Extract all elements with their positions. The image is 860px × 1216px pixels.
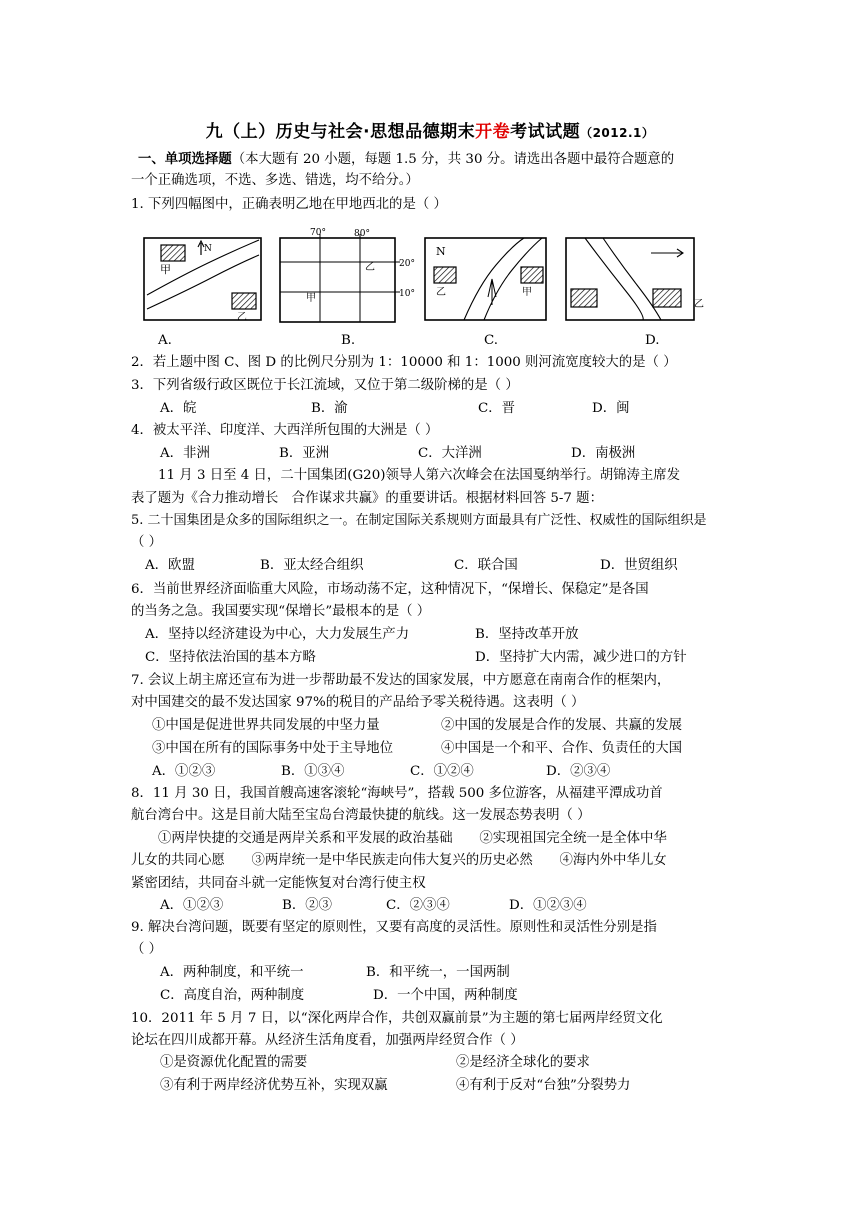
q6-option-a: A．坚持以经济建设为中心，大力发展生产力 [145, 627, 410, 642]
section-intro-1: （本大题有 20 小题，每题 1.5 分，共 30 分。请选出各题中最符合题意的 [231, 152, 675, 167]
q5-option-b: B．亚太经合组织 [260, 558, 364, 573]
q8-stem-3: ①两岸快捷的交通是两岸关系和平发展的政治基础 ②实现祖国完全统一是全体中华 [158, 831, 667, 846]
q9-stem-2: （ ） [131, 942, 163, 957]
q3-stem: 3．下列省级行政区既位于长江流域，又位于第二级阶梯的是（ ） [131, 378, 519, 393]
q10-stem-2: 论坛在四川成都开幕。从经济生活角度看，加强两岸经贸合作（ ） [131, 1033, 524, 1048]
north-label-c: N [436, 245, 446, 258]
q5-stem-1: 5. 二十国集团是众多的国际组织之一。在制定国际关系规则方面最具有广泛性、权威性的国际组织是 [131, 513, 707, 528]
q5-option-a: A．欧盟 [145, 558, 195, 573]
q9-option-a: A．两种制度，和平统一 [160, 965, 304, 980]
section-heading-line [138, 150, 674, 170]
map-b-70: 70° [310, 228, 326, 238]
q8-option-d: D．①②③④ [509, 898, 587, 913]
map-d-option: D. [645, 333, 660, 348]
map-b-yi: 乙 [365, 262, 375, 273]
material-line-2: 表了题为《合力推动增长 合作谋求共赢》的重要讲话。根据材料回答 5-7 题： [131, 491, 603, 506]
q4-option-d: D．南极洲 [571, 446, 636, 461]
q6-option-c: C．坚持依法治国的基本方略 [145, 650, 316, 665]
q3-option-b: B．渝 [311, 401, 348, 416]
map-a [143, 235, 263, 323]
map-a-jia: 甲 [160, 263, 171, 276]
q8-stem-1: 8．11 月 30 日，我国首艘高速客滚轮“海峡号”，搭载 500 多位游客，从福建平潭成功首 [131, 786, 663, 801]
q3-option-c: C．晋 [478, 401, 516, 416]
q7-statement-4: ④中国是一个和平、合作、负责任的大国 [441, 741, 683, 756]
map-b-80: 80° [354, 229, 370, 239]
q9-option-b: B．和平统一，一国两制 [366, 965, 510, 980]
q5-option-d: D．世贸组织 [600, 558, 678, 573]
q6-stem-1: 6．当前世界经济面临重大风险，市场动荡不定，这种情况下，“保增长、保稳定”是各国 [131, 582, 649, 597]
q8-option-c: C．②③④ [386, 898, 450, 913]
q4-stem: 4．被太平洋、印度洋、大西洋所包围的大洲是（ ） [131, 423, 439, 438]
north-label-a: N [204, 244, 212, 254]
q8-stem-2: 航台湾台中。这是目前大陆至宝岛台湾最快捷的航线。这一发展态势表明（ ） [131, 808, 591, 823]
q5-stem-2: （ ） [131, 535, 163, 550]
q7-option-a: A．①②③ [152, 764, 216, 779]
q7-statement-2: ②中国的发展是合作的发展、共赢的发展 [441, 718, 683, 733]
section-intro-2: 一个正确选项，不选、多选、错选，均不给分。） [131, 173, 419, 188]
q2-stem: 2．若上题中图 C、图 D 的比例尺分别为 1：10000 和 1：1000 则河流宽度较大的是（ ） [131, 355, 677, 370]
q4-option-b: B．亚洲 [279, 446, 330, 461]
q10-stem-1: 10．2011 年 5 月 7 日，以“深化两岸合作，共创双赢前景”为主题的第七届两岸经贸文化 [131, 1011, 663, 1026]
exam-title [0, 117, 860, 142]
map-c [424, 235, 548, 323]
map-c-yi: 乙 [436, 287, 446, 298]
q8-option-a: A．①②③ [160, 898, 224, 913]
map-b-20: 20° [399, 259, 415, 269]
q9-option-d: D．一个中国，两种制度 [373, 988, 518, 1003]
map-a-yi: 乙 [237, 312, 247, 323]
q8-stem-5: 紧密团结，共同奋斗就一定能恢复对台湾行使主权 [131, 876, 426, 891]
q7-option-d: D．②③④ [546, 764, 611, 779]
q6-option-b: B．坚持改革开放 [475, 627, 579, 642]
map-c-jia: 甲 [522, 287, 532, 298]
q7-stem-2: 对中国建交的最不发达国家 97%的税目的产品给予零关税待遇。这表明（ ） [131, 695, 585, 710]
material-line-1: 11 月 3 日至 4 日，二十国集团(G20)领导人第六次峰会在法国戛纳举行。胡锦涛主席发 [158, 468, 681, 483]
map-b [278, 226, 420, 326]
q10-statement-3: ③有利于两岸经济优势互补，实现双赢 [160, 1078, 388, 1093]
q9-stem-1: 9. 解决台湾问题，既要有坚定的原则性，又要有高度的灵活性。原则性和灵活性分别是指 [131, 920, 657, 935]
q4-option-a: A．非洲 [160, 446, 210, 461]
q7-statement-3: ③中国在所有的国际事务中处于主导地位 [152, 741, 394, 756]
map-b-option: B. [341, 333, 356, 348]
q10-statement-2: ②是经济全球化的要求 [456, 1055, 590, 1070]
section-heading: 一、单项选择题 [138, 152, 232, 167]
q6-stem-2: 的当务之急。我国要实现“保增长”最根本的是（ ） [131, 604, 431, 619]
map-a-option: A. [158, 333, 172, 348]
map-b-10: 10° [399, 289, 415, 299]
q8-stem-4: 儿女的共同心愿 ③两岸统一是中华民族走向伟大复兴的历史必然 ④海内外中华儿女 [131, 853, 667, 868]
q10-statement-4: ④有利于反对“台独”分裂势力 [456, 1078, 631, 1093]
q5-option-c: C．联合国 [454, 558, 518, 573]
map-d-yi: 乙 [694, 299, 704, 310]
map-b-jia: 甲 [306, 293, 316, 304]
q10-statement-1: ①是资源优化配置的需要 [160, 1055, 308, 1070]
q1-stem: 1. 下列四幅图中，正确表明乙地在甲地西北的是（ ） [131, 197, 447, 212]
map-c-option: C. [484, 333, 499, 348]
map-d [565, 235, 707, 323]
q3-option-a: A．皖 [160, 401, 197, 416]
q7-option-b: B．①③④ [281, 764, 345, 779]
q7-option-c: C．①②④ [410, 764, 474, 779]
q9-option-c: C．高度自治，两种制度 [160, 988, 305, 1003]
q4-option-c: C．大洋洲 [418, 446, 482, 461]
title-date: （2012.1） [580, 126, 655, 140]
q7-stem-1: 7. 会议上胡主席还宣布为进一步帮助最不发达的国家发展，中方愿意在南南合作的框架内， [131, 673, 671, 688]
q8-option-b: B．②③ [282, 898, 333, 913]
q6-option-d: D．坚持扩大内需，减少进口的方针 [475, 650, 687, 665]
q7-statement-1: ①中国是促进世界共同发展的中坚力量 [152, 718, 380, 733]
title-rest: 考试试题 [510, 122, 581, 142]
title-highlight: 开卷 [475, 122, 511, 142]
title-main: 九（上）历史与社会·思想品德期末 [205, 122, 476, 142]
q3-option-d: D．闽 [592, 401, 630, 416]
